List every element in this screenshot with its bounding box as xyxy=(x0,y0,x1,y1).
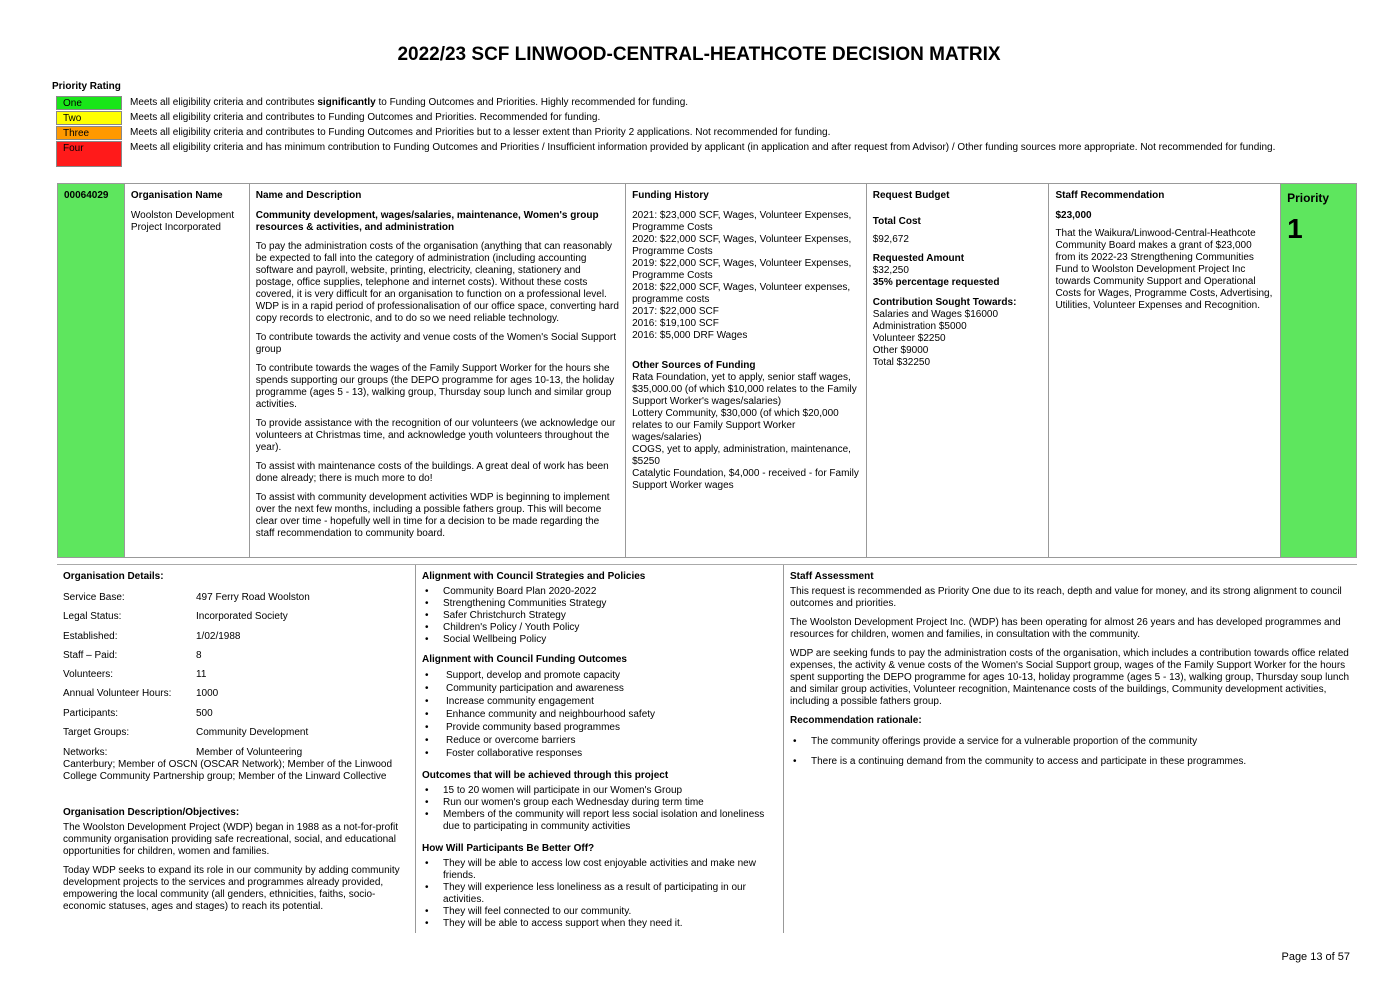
detail-row xyxy=(63,611,409,630)
detail-key: Target Groups: xyxy=(63,727,130,739)
list-item: • Community Board Plan 2020-2022 xyxy=(422,586,777,598)
list-item: • Strengthening Communities Strategy xyxy=(422,598,777,610)
detail-key: Participants: xyxy=(63,707,119,719)
outcomes-list xyxy=(422,669,777,760)
detail-value: 11 xyxy=(196,669,207,681)
detail-key: Volunteers: xyxy=(63,669,114,681)
list-item: • They will experience less loneliness as a result of participating in our activities. xyxy=(422,882,777,906)
assessment-paragraph: This request is recommended as Priority One due to its reach, depth and value for money, and its strong alignment to council outcomes and priorities. xyxy=(790,586,1342,609)
networks-first: Member of Volunteering xyxy=(196,747,303,759)
networks-rest: Canterbury; Member of OSCN (OSCAR Network); Member of the Linwood College Community Partnership group; Member of the Linward Collective xyxy=(63,759,392,783)
networks xyxy=(63,747,409,783)
detail-value: Community Development xyxy=(196,727,309,739)
priority-rating-label: Priority Rating xyxy=(52,81,121,92)
priority-desc-four: Meets all eligibility criteria and has minimum contribution to Funding Outcomes and Priorities / Insufficient information provided by applicant (in application and after request from Advisor) / Other funding sources more appropriate. Not recommended for funding. xyxy=(130,142,1276,153)
contribution-item: Total $32250 xyxy=(872,357,931,368)
description-paragraph: To contribute towards the wages of the Family Support Worker for the hours she spends supporting our groups (the DEPO programme for ages 10-13, the holiday programme (ages 5 - 13), walking group, Thursday soup lunch and similar group activities. xyxy=(255,363,615,410)
list-item: • Safer Christchurch Strategy xyxy=(422,610,777,622)
funding-history-column xyxy=(626,184,867,557)
requested-amount-value: $32,250 xyxy=(872,265,909,276)
funding-history-item: 2019: $22,000 SCF, Wages, Volunteer Expenses, Programme Costs xyxy=(632,258,852,281)
detail-row xyxy=(63,650,409,669)
assessment-paragraph: The Woolston Development Project Inc. (WDP) has been operating for almost 26 years and has developed programmes and resources for children, women and families, in consultation with the community. xyxy=(790,617,1341,640)
detail-value: Incorporated Society xyxy=(196,611,288,623)
list-item: • The community offerings provide a service for a vulnerable proportion of the community xyxy=(790,736,1351,748)
detail-value: 1/02/1988 xyxy=(196,630,241,642)
list-item: • There is a continuing demand from the community to access and participate in these programmes. xyxy=(790,756,1351,768)
list-item: • Support, develop and promote capacity xyxy=(422,669,777,682)
priority-desc-two: Meets all eligibility criteria and contributes to Funding Outcomes and Priorities. Recommended for funding. xyxy=(130,112,601,123)
details-section xyxy=(57,565,1357,933)
rationale-list xyxy=(790,736,1351,768)
better-off-list xyxy=(422,858,777,930)
detail-row xyxy=(63,727,409,746)
priority-swatch-one: One xyxy=(56,96,122,110)
detail-key: Annual Volunteer Hours: xyxy=(63,688,172,700)
page-number: Page 13 of 57 xyxy=(1281,951,1350,963)
funding-history-header: Funding History xyxy=(632,190,709,201)
detail-row xyxy=(63,592,409,611)
funding-history-item: 2020: $22,000 SCF, Wages, Volunteer Expenses, Programme Costs xyxy=(632,234,852,257)
contribution-item: Other $9000 xyxy=(872,345,929,356)
priority-rating-legend xyxy=(56,96,1356,168)
alignment-column xyxy=(416,565,784,933)
list-item: • Enhance community and neighbourhood safety xyxy=(422,708,777,721)
detail-value: 497 Ferry Road Woolston xyxy=(196,592,310,603)
detail-key: Service Base: xyxy=(63,592,125,603)
better-off-header: How Will Participants Be Better Off? xyxy=(422,843,595,854)
detail-value: 500 xyxy=(196,707,213,719)
list-item: • Foster collaborative responses xyxy=(422,747,777,760)
total-cost-value: $92,672 xyxy=(872,234,909,245)
funding-history-item: 2018: $22,000 SCF, Wages, Volunteer expenses, programme costs xyxy=(632,282,851,305)
other-funding-item: COGS, yet to apply, administration, maintenance, $5250 xyxy=(632,444,851,467)
detail-row xyxy=(63,708,409,727)
detail-key: Staff – Paid: xyxy=(63,649,118,661)
recommendation-text: That the Waikura/Linwood-Central-Heathcote Community Board makes a grant of $23,000 from its 2022-23 Strengthening Communities Fund to Woolston Development Project Inc towards Community Support and Operational Costs for Wages, Programme Costs, Advertising, Utilities, Volunteer Expenses and Recognition. xyxy=(1055,228,1273,311)
list-item: • Members of the community will report less social isolation and loneliness due to participating in community activities xyxy=(422,809,777,833)
organisation-column xyxy=(125,184,250,557)
request-budget-column xyxy=(867,184,1050,557)
priority-swatch-two: Two xyxy=(56,111,122,125)
description-paragraph: To assist with maintenance costs of the buildings. A great deal of work has been done already; there is much more to do! xyxy=(255,461,609,484)
requested-amount-label: Requested Amount xyxy=(872,253,965,264)
recommended-amount: $23,000 xyxy=(1055,210,1092,221)
priority-swatch-three: Three xyxy=(56,126,122,140)
priority-row-two xyxy=(56,111,1356,125)
contribution-item: Administration $5000 xyxy=(872,321,967,332)
project-title: Community development, wages/salaries, maintenance, Women's group resources & activities, and administration xyxy=(255,210,599,233)
list-item: • Run our women's group each Wednesday during term time xyxy=(422,797,777,809)
priority-header: Priority xyxy=(1287,191,1330,205)
priority-row-three xyxy=(56,126,1356,140)
list-item: • Social Wellbeing Policy xyxy=(422,634,777,646)
other-funding-item: Catalytic Foundation, $4,000 - received - for Family Support Worker wages xyxy=(632,468,859,491)
achieved-header: Outcomes that will be achieved through this project xyxy=(422,770,669,781)
staff-recommendation-header: Staff Recommendation xyxy=(1055,190,1165,201)
description-paragraph: To pay the administration costs of the organisation (anything that can reasonably be expected to fall into the category of administration (including accounting software and payroll, website, printing, electricity, cleaning, stationery and postage, office supplies, telephone and internet costs). Without these costs covered, it is very difficult for an organisation to function on a professional level. WDP is in a rapid period of professionalisation of our office space, converting hard copy records to electronic, and to do so we need reliable technology. xyxy=(255,241,619,324)
org-description-header: Organisation Description/Objectives: xyxy=(63,807,240,819)
org-details-header: Organisation Details: xyxy=(63,571,164,582)
list-item: • Increase community engagement xyxy=(422,695,777,708)
total-cost-label: Total Cost xyxy=(872,216,921,227)
list-item: • They will be able to access low cost enjoyable activities and make new friends. xyxy=(422,858,777,882)
assessment-paragraph: WDP are seeking funds to pay the administration costs of the organisation, which includes a contribution towards office related expenses, the activity & venue costs of the Women's Social Support group, wages of the Family Support Worker for the hours spent supporting the DEPO programme for ages 10-13, holiday programme (ages 5 - 13), walking group, Thursday soup lunch and similar group activities, Volunteer recognition, Maintenance costs of the buildings, Community development activities, including a possible fathers group. xyxy=(790,648,1350,707)
organisation-details xyxy=(57,565,416,933)
description-header: Name and Description xyxy=(255,190,362,201)
other-funding-item: Rata Foundation, yet to apply, senior staff wages, $35,000.00 (of which $10,000 relates to the Family Support Worker's wages/salaries) xyxy=(632,372,857,407)
priority-value: 1 xyxy=(1287,213,1303,244)
percentage-requested: 35% percentage requested xyxy=(872,277,1000,288)
page-title: 2022/23 SCF LINWOOD-CENTRAL-HEATHCOTE DECISION MATRIX xyxy=(397,44,1001,65)
funding-history-item: 2016: $19,100 SCF xyxy=(632,318,719,329)
priority-desc-three: Meets all eligibility criteria and contributes to Funding Outcomes and Priorities but to a lesser extent than Priority 2 applications. Not recommended for funding. xyxy=(130,127,831,138)
priority-row-one xyxy=(56,96,1356,110)
application-id: 00064029 xyxy=(58,184,125,557)
outcomes-header: Alignment with Council Funding Outcomes xyxy=(422,654,627,665)
list-item: • 15 to 20 women will participate in our Women's Group xyxy=(422,785,777,797)
funding-history-item: 2021: $23,000 SCF, Wages, Volunteer Expenses, Programme Costs xyxy=(632,210,852,233)
strategies-header: Alignment with Council Strategies and Policies xyxy=(422,571,646,582)
description-paragraph: To assist with community development activities WDP is beginning to implement over the next few months, including a possible fathers group. This will become clear over time - hopefully well in time for a decision to be made regarding the staff recommendation to community board. xyxy=(255,492,610,539)
priority-swatch-four: Four xyxy=(56,141,122,167)
strategies-list xyxy=(422,586,777,646)
list-item: • They will be able to access support when they need it. xyxy=(422,918,777,930)
rationale-header: Recommendation rationale: xyxy=(790,715,922,726)
detail-row xyxy=(63,688,409,707)
contribution-item: Salaries and Wages $16000 xyxy=(872,309,999,320)
description-paragraph: To contribute towards the activity and venue costs of the Women's Social Support group xyxy=(255,332,616,355)
list-item: • Provide community based programmes xyxy=(422,721,777,734)
priority-column xyxy=(1281,184,1356,557)
detail-value: 8 xyxy=(196,649,202,661)
detail-row xyxy=(63,631,409,650)
request-budget-header: Request Budget xyxy=(872,190,950,201)
detail-value: 1000 xyxy=(196,688,219,700)
decision-matrix-row xyxy=(57,183,1357,558)
contribution-item: Volunteer $2250 xyxy=(872,333,946,344)
org-description-paragraph: Today WDP seeks to expand its role in our community by adding community development projects to the services and programmes already provided, empowering the local community (all genders, ethnicities, faiths, socio-economic statuses, ages and stages) to reach its potential. xyxy=(63,865,400,913)
staff-assessment-column xyxy=(784,565,1357,933)
list-item: • They will feel connected to our community. xyxy=(422,906,777,918)
org-description-paragraph: The Woolston Development Project (WDP) began in 1988 as a not-for-profit community organisation providing safe recreational, social, and educational opportunities for children, women and families. xyxy=(63,822,398,858)
list-item: • Reduce or overcome barriers xyxy=(422,734,777,747)
list-item: • Children's Policy / Youth Policy xyxy=(422,622,777,634)
description-column xyxy=(250,184,626,557)
achieved-list xyxy=(422,785,777,833)
detail-key: Established: xyxy=(63,630,118,642)
other-funding-item: Lottery Community, $30,000 (of which $20,000 relates to our Family Support Worker wages/salaries) xyxy=(632,408,839,443)
networks-label: Networks: xyxy=(63,747,108,759)
list-item: • Community participation and awareness xyxy=(422,682,777,695)
funding-history-item: 2017: $22,000 SCF xyxy=(632,306,719,317)
organisation-header: Organisation Name xyxy=(130,190,223,201)
description-paragraph: To provide assistance with the recognition of our volunteers (we acknowledge our volunteers at Christmas time, and acknowledge youth volunteers throughout the year). xyxy=(255,418,616,453)
staff-recommendation-column xyxy=(1049,184,1281,557)
priority-row-four xyxy=(56,141,1356,167)
staff-assessment-header: Staff Assessment xyxy=(790,571,874,582)
other-funding-header: Other Sources of Funding xyxy=(632,360,756,371)
priority-desc-one: Meets all eligibility criteria and contributes significantly to Funding Outcomes and Priorities. Highly recommended for funding. xyxy=(130,97,689,108)
detail-key: Legal Status: xyxy=(63,611,122,623)
detail-row xyxy=(63,669,409,688)
funding-history-item: 2016: $5,000 DRF Wages xyxy=(632,330,748,341)
organisation-name: Woolston Development Project Incorporated xyxy=(130,210,235,233)
contribution-label: Contribution Sought Towards: xyxy=(872,297,1017,308)
